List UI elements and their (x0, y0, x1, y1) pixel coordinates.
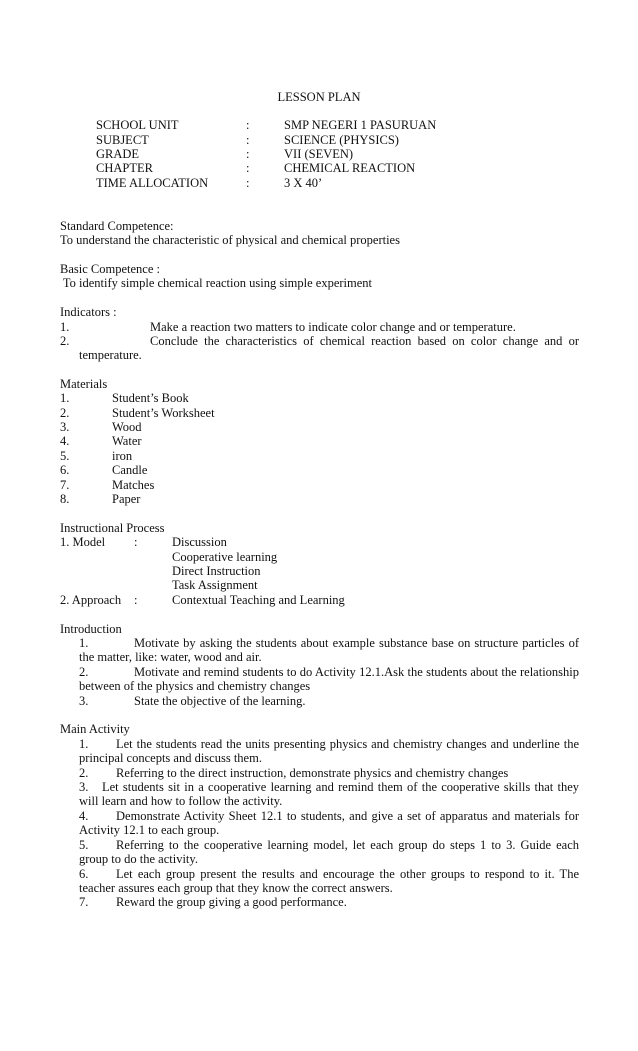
list-item-number: 3. (79, 780, 89, 794)
header-value: SMP NEGERI 1 PASURUAN (284, 118, 437, 132)
list-item-continuation: between of the physics and chemistry changes (79, 679, 311, 693)
approach-label: 2. Approach (60, 593, 122, 607)
list-item: Student’s Worksheet (112, 406, 215, 420)
model-item: Task Assignment (172, 578, 258, 592)
model-item: Direct Instruction (172, 564, 261, 578)
list-item-number: 2. (79, 665, 89, 679)
list-item-number: 4. (60, 434, 70, 448)
list-item: State the objective of the learning. (134, 694, 306, 708)
introduction-heading: Introduction (60, 622, 122, 636)
header-colon: : (246, 161, 250, 175)
indicators-heading: Indicators : (60, 305, 117, 319)
header-key: SCHOOL UNIT (96, 118, 179, 132)
list-item: Let each group present the results and encourage the other groups to respond to it. The (116, 867, 579, 881)
model-label: 1. Model (60, 535, 106, 549)
indicator-continuation: temperature. (79, 348, 142, 362)
list-item-number: 5. (79, 838, 89, 852)
list-item: Motivate and remind students to do Activity 12.1.Ask the students about the relationship (134, 665, 579, 679)
list-item: Motivate by asking the students about example substance base on structure particles of (134, 636, 579, 650)
list-item-continuation: will learn and how to follow the activity. (79, 794, 283, 808)
header-colon: : (246, 133, 250, 147)
list-item-number: 7. (60, 478, 70, 492)
standard-text: To understand the characteristic of physical and chemical properties (60, 233, 400, 247)
approach-value: Contextual Teaching and Learning (172, 593, 345, 607)
header-colon: : (246, 118, 250, 132)
indicator-text: Conclude the characteristics of chemical reaction based on color change and or (150, 334, 579, 348)
list-item: Let students sit in a cooperative learning and remind them of the cooperative skills that they (102, 780, 579, 794)
list-item: Student’s Book (112, 391, 189, 405)
list-item: Paper (112, 492, 141, 506)
model-colon: : (134, 535, 138, 549)
list-item-number: 6. (60, 463, 70, 477)
header-key: GRADE (96, 147, 140, 161)
list-item-number: 2. (79, 766, 89, 780)
list-item-number: 3. (79, 694, 89, 708)
list-item: Candle (112, 463, 148, 477)
main-activity-heading: Main Activity (60, 722, 130, 736)
list-item-number: 1. (60, 391, 70, 405)
list-item: Wood (112, 420, 142, 434)
page-title: LESSON PLAN (277, 90, 361, 104)
list-item-number: 1. (79, 636, 89, 650)
list-item-continuation: Activity 12.1 to each group. (79, 823, 220, 837)
list-item: Reward the group giving a good performance. (116, 895, 347, 909)
header-colon: : (246, 147, 250, 161)
approach-colon: : (134, 593, 138, 607)
list-item: Referring to the cooperative learning model, let each group do steps 1 to 3. Guide each (116, 838, 579, 852)
standard-heading: Standard Competence: (60, 219, 174, 233)
list-item-number: 2. (60, 406, 70, 420)
list-item-number: 1. (79, 737, 89, 751)
list-item-number: 5. (60, 449, 70, 463)
list-item: Referring to the direct instruction, demonstrate physics and chemistry changes (116, 766, 509, 780)
header-value: SCIENCE (PHYSICS) (284, 133, 399, 147)
list-item: Let the students read the units presenting physics and chemistry changes and underline the (116, 737, 579, 751)
indicator-number: 1. (60, 320, 70, 334)
materials-heading: Materials (60, 377, 108, 391)
header-key: SUBJECT (96, 133, 149, 147)
list-item-number: 8. (60, 492, 70, 506)
list-item-continuation: group to do the activity. (79, 852, 198, 866)
list-item-continuation: teacher assures each group that they know the correct answers. (79, 881, 393, 895)
list-item-number: 3. (60, 420, 70, 434)
model-item: Cooperative learning (172, 550, 278, 564)
header-value: VII (SEVEN) (284, 147, 354, 161)
list-item: Water (112, 434, 142, 448)
list-item-number: 6. (79, 867, 89, 881)
list-item-number: 7. (79, 895, 89, 909)
indicator-number: 2. (60, 334, 70, 348)
basic-text: To identify simple chemical reaction using simple experiment (60, 276, 373, 290)
list-item: Matches (112, 478, 155, 492)
model-item: Discussion (172, 535, 227, 549)
list-item-continuation: the matter, like: water, wood and air. (79, 650, 262, 664)
list-item-number: 4. (79, 809, 89, 823)
header-value: 3 X 40’ (284, 176, 323, 190)
header-value: CHEMICAL REACTION (284, 161, 416, 175)
process-heading: Instructional Process (60, 521, 165, 535)
list-item-continuation: principal concepts and discuss them. (79, 751, 262, 765)
header-key: CHAPTER (96, 161, 153, 175)
basic-heading: Basic Competence : (60, 262, 160, 276)
indicator-text: Make a reaction two matters to indicate color change and or temperature. (150, 320, 516, 334)
list-item: iron (112, 449, 133, 463)
list-item: Demonstrate Activity Sheet 12.1 to students, and give a set of apparatus and materials for (116, 809, 579, 823)
header-key: TIME ALLOCATION (96, 176, 209, 190)
header-colon: : (246, 176, 250, 190)
